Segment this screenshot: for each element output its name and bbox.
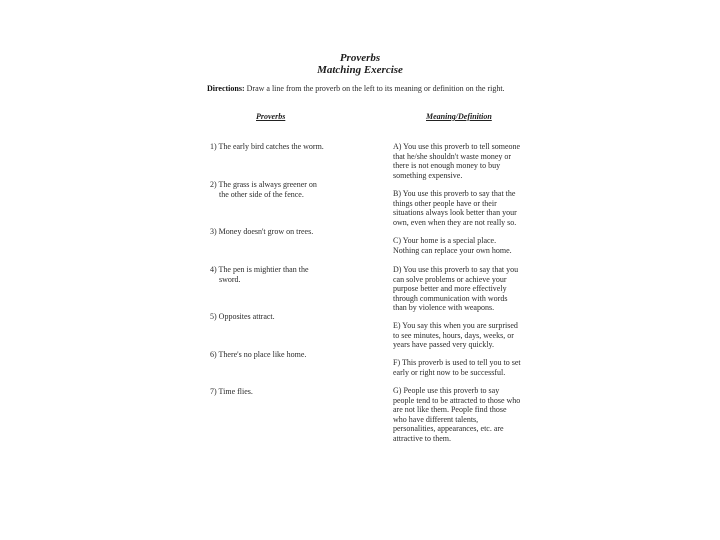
proverb-item (210, 227, 360, 237)
meaning-line: personalities, appearances, etc. are (393, 424, 504, 433)
meaning-line: something expensive. (393, 170, 463, 180)
proverb-text: 7) Time flies. (210, 387, 253, 396)
meaning-item-f (393, 358, 543, 377)
proverb-text: 3) Money doesn't grow on trees. (210, 227, 314, 236)
proverbs-column-heading: Proverbs (256, 112, 286, 121)
proverb-text: 2) The grass is always greener on (210, 180, 317, 189)
meaning-line: to see minutes, hours, days, weeks, or (393, 330, 514, 340)
meaning-line: C) Your home is a special place. (393, 236, 497, 245)
proverb-item (210, 142, 360, 152)
meaning-line: situations always look better than your (393, 208, 517, 217)
meaning-line: people tend to be attracted to those who (393, 395, 521, 405)
proverb-item (210, 312, 360, 322)
document-subtitle: Matching Exercise (317, 64, 403, 76)
document-title: Proverbs (339, 52, 381, 64)
meaning-line: that he/she shouldn't waste money or (393, 151, 512, 161)
proverb-item (210, 350, 360, 360)
meaning-line: early or right now to be successful. (393, 367, 506, 377)
proverb-item (210, 180, 360, 199)
meaning-line: purpose better and more effectively (393, 284, 507, 293)
meaning-line: years have passed very quickly. (393, 340, 494, 349)
proverb-text-continued: the other side of the fence. (219, 189, 304, 199)
meaning-item-b (393, 189, 543, 227)
proverb-item (210, 265, 360, 284)
meaning-line: A) You use this proverb to tell someone (393, 142, 521, 151)
meaning-line: can solve problems or achieve your (393, 274, 507, 284)
meaning-line: attractive to them. (393, 433, 451, 443)
meaning-column-heading: Meaning/Definition (426, 112, 492, 121)
meaning-item-e (393, 321, 543, 350)
meaning-line: things other people have or their (393, 198, 497, 208)
proverb-text: 1) The early bird catches the worm. (210, 142, 324, 151)
meaning-line: F) This proverb is used to tell you to set (393, 358, 521, 367)
proverb-text: 4) The pen is mightier than the (210, 265, 309, 274)
meaning-line: through communication with words (393, 293, 508, 303)
meaning-line: than by violence with weapons. (393, 303, 495, 312)
directions-label: Directions: (207, 84, 245, 93)
directions (207, 84, 547, 94)
proverb-text: 5) Opposites attract. (210, 312, 275, 321)
meaning-item-g (393, 386, 543, 443)
proverb-text: 6) There's no place like home. (210, 350, 307, 359)
meaning-line: own, even when they are not really so. (393, 217, 517, 227)
meaning-line: who have different talents, (393, 414, 479, 424)
meaning-line: Nothing can replace your own home. (393, 245, 512, 255)
meaning-line: G) People use this proverb to say (393, 386, 500, 395)
proverb-item (210, 387, 360, 397)
meaning-item-d (393, 265, 543, 313)
proverb-text-continued: sword. (219, 274, 241, 284)
meaning-item-a (393, 142, 543, 180)
meaning-item-c (393, 236, 543, 255)
meaning-line: D) You use this proverb to say that you (393, 265, 519, 274)
directions-text: Draw a line from the proverb on the left to its meaning or definition on the right. (246, 84, 505, 93)
meaning-line: E) You say this when you are surprised (393, 321, 518, 330)
meaning-line: there is not enough money to buy (393, 161, 501, 170)
meaning-line: B) You use this proverb to say that the (393, 189, 516, 198)
meaning-line: are not like them. People find those (393, 405, 507, 414)
